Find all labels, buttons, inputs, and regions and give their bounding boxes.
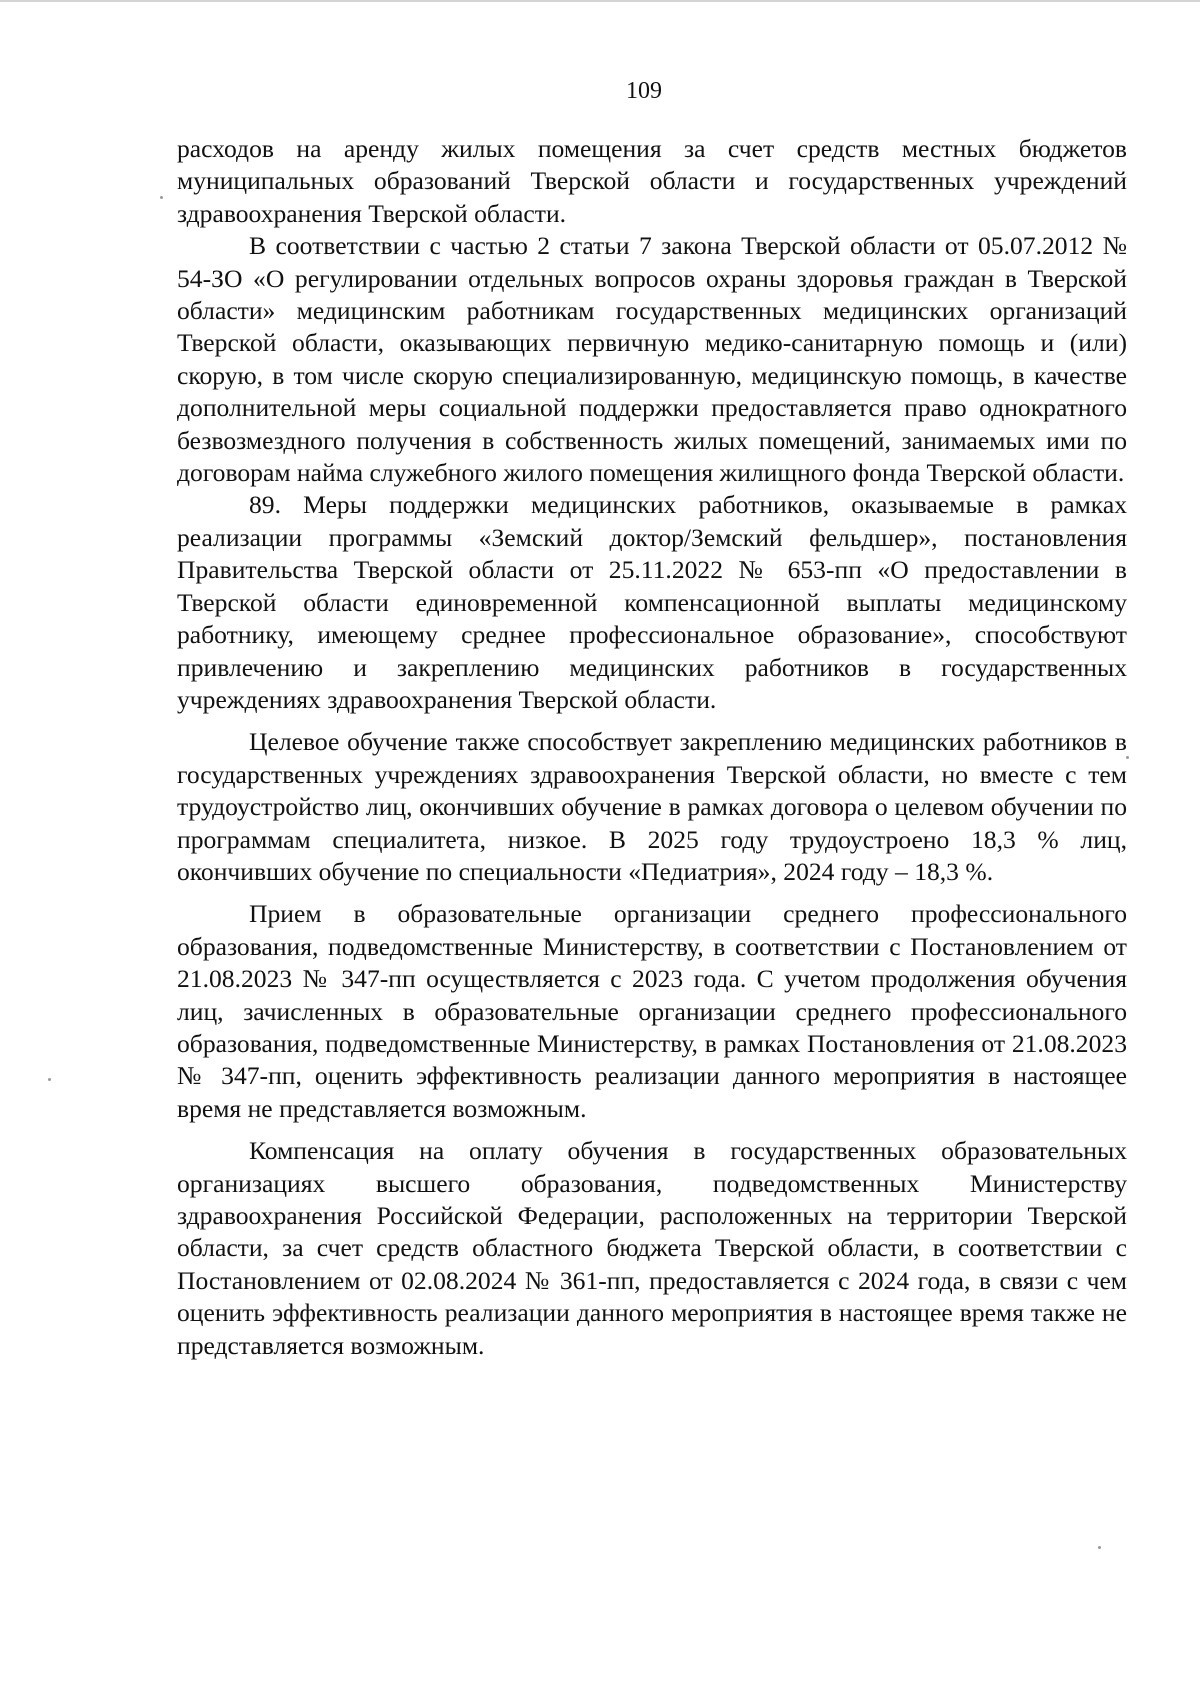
scan-speck — [1098, 1546, 1101, 1549]
scan-speck — [48, 1078, 51, 1081]
paragraph-zemsky-doctor: 89. Меры поддержки медицинских работников, оказываемые в рамках реализации программы «Земский доктор/Земский фельдшер», постановления Правительства Тверской области от 25.11.2022 № 653-пп «О предоставлении в Тверской области единовременной компенсационной выплаты медицинскому работнику, имеющему среднее профессиональное образование», способствуют привлечению и закреплению медицинских работников в государственных учреждениях здравоохранения Тверской области. — [177, 490, 1127, 714]
paragraph-tuition-compensation: Компенсация на оплату обучения в государственных образовательных организациях высшего образования, подведомственных Министерству здравоохранения Российской Федерации, расположенных на территории Тверской области, за счет средств областного бюджета Тверской области, в соответствии с Постановлением от 02.08.2024 № 361-пп, предоставляется с 2024 года, в связи с чем оценить эффективность реализации данного мероприятия в настоящее время также не представляется возможным. — [177, 1136, 1127, 1360]
paragraph-continuation: расходов на аренду жилых помещения за счет средств местных бюджетов муниципальных образований Тверской области и государственных учреждений здравоохранения Тверской области. — [177, 134, 1127, 228]
scan-speck — [160, 196, 163, 199]
document-body — [177, 133, 1127, 1362]
paragraph-admission: Прием в образовательные организации среднего профессионального образования, подведомственные Министерству, в соответствии с Постановлением от 21.08.2023 № 347-пп осуществляется с 2023 года. С учетом продолжения обучения лиц, зачисленных в образовательные организации среднего профессионального образования, подведомственные Министерству, в рамках Постановления от 21.08.2023 № 347-пп, оценить эффективность реализации данного мероприятия в настоящее время не представляется возможным. — [177, 899, 1127, 1123]
paragraph-targeted-training: Целевое обучение также способствует закреплению медицинских работников в государственных учреждениях здравоохранения Тверской области, но вместе с тем трудоустройство лиц, окончивших обучение в рамках договора о целевом обучении по программам специалитета, низкое. В 2025 году трудоустроено 18,3 % лиц, окончивших обучение по специальности «Педиатрия», 2024 году – 18,3 %. — [177, 727, 1127, 886]
scan-speck — [1126, 756, 1129, 759]
paragraph-housing-support: В соответствии с частью 2 статьи 7 закона Тверской области от 05.07.2012 № 54-ЗО «О регулировании отдельных вопросов охраны здоровья граждан в Тверской области» медицинским работникам государственных медицинских организаций Тверской области, оказывающих первичную медико-санитарную помощь и (или) скорую, в том числе скорую специализированную, медицинскую помощь, в качестве дополнительной меры социальной поддержки предоставляется право однократного безвозмездного получения в собственность жилых помещений, занимаемых ими по договорам найма служебного жилого помещения жилищного фонда Тверской области. — [177, 231, 1127, 488]
page-number: 109 — [626, 78, 662, 104]
